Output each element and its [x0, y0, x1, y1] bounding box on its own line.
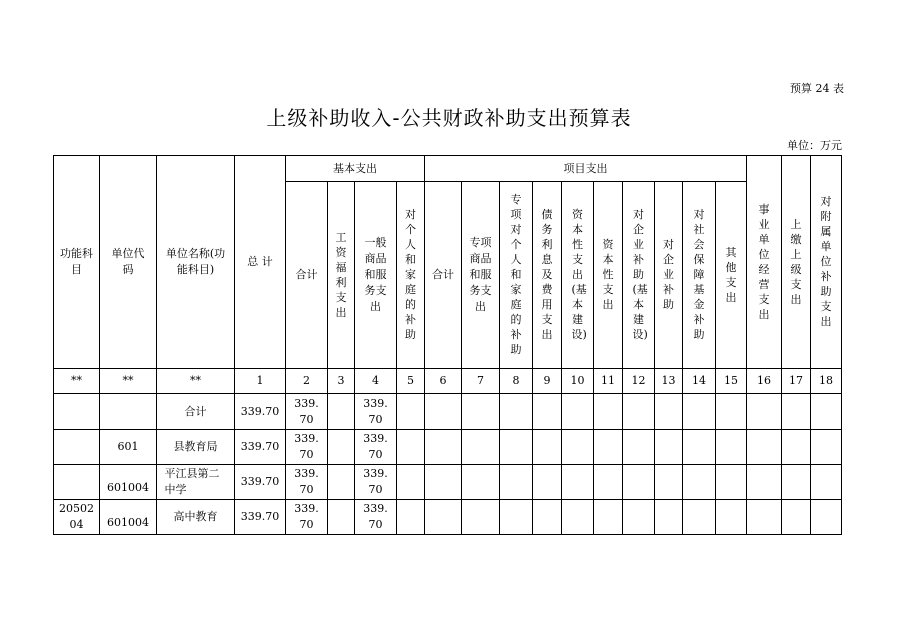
index-cell: 18: [811, 369, 842, 394]
empty-cell: [533, 500, 562, 535]
index-row: [54, 369, 842, 394]
index-cell: **: [100, 369, 157, 394]
code-cell: [100, 394, 157, 430]
table-row: [54, 394, 842, 430]
name-cell: 平江县第二中学: [157, 465, 235, 500]
index-cell: 7: [462, 369, 500, 394]
empty-cell: [655, 394, 683, 430]
header-business: 事业单位经营支出: [747, 156, 782, 369]
header-proj-goods: 专项商品和服务支出: [462, 182, 500, 369]
header-goods: 一般商品和服务支出: [355, 182, 397, 369]
index-cell: 15: [716, 369, 747, 394]
empty-cell: [328, 465, 355, 500]
basic-total-cell: 339.70: [286, 430, 328, 465]
index-cell: 14: [683, 369, 716, 394]
empty-cell: [500, 500, 533, 535]
header-unit-name: 单位名称(功能科目): [157, 156, 235, 369]
empty-cell: [562, 500, 594, 535]
table-row: [54, 500, 842, 535]
form-number: 预算 24 表: [790, 82, 844, 95]
func-cell: [54, 465, 100, 500]
index-cell: 13: [655, 369, 683, 394]
func-cell: 2050204: [54, 500, 100, 535]
empty-cell: [623, 430, 655, 465]
header-unit-code: 单位代码: [100, 156, 157, 369]
header-row-1: [54, 156, 842, 182]
goods-cell: 339.70: [355, 500, 397, 535]
empty-cell: [683, 465, 716, 500]
empty-cell: [683, 394, 716, 430]
name-cell: 合计: [157, 394, 235, 430]
header-proj-personal: 专项对个人和家庭的补助: [500, 182, 533, 369]
index-cell: 5: [397, 369, 425, 394]
empty-cell: [811, 430, 842, 465]
empty-cell: [594, 500, 623, 535]
index-cell: 9: [533, 369, 562, 394]
empty-cell: [623, 465, 655, 500]
header-basic-total: 合计: [286, 182, 328, 369]
index-cell: 1: [235, 369, 286, 394]
empty-cell: [462, 430, 500, 465]
empty-cell: [716, 500, 747, 535]
empty-cell: [811, 500, 842, 535]
index-cell: 10: [562, 369, 594, 394]
empty-cell: [533, 465, 562, 500]
empty-cell: [747, 430, 782, 465]
func-cell: [54, 430, 100, 465]
empty-cell: [655, 500, 683, 535]
name-cell: 县教育局: [157, 430, 235, 465]
total-cell: 339.70: [235, 500, 286, 535]
index-cell: 11: [594, 369, 623, 394]
header-personal: 对个人和家庭的补助: [397, 182, 425, 369]
index-cell: 2: [286, 369, 328, 394]
header-debt: 债务利息及费用支出: [533, 182, 562, 369]
index-cell: **: [157, 369, 235, 394]
header-capital-build: 资本性支出(基本建设): [562, 182, 594, 369]
empty-cell: [500, 394, 533, 430]
index-cell: 4: [355, 369, 397, 394]
empty-cell: [533, 394, 562, 430]
empty-cell: [328, 500, 355, 535]
header-upper: 上缴上级支出: [782, 156, 811, 369]
empty-cell: [623, 500, 655, 535]
empty-cell: [328, 394, 355, 430]
empty-cell: [782, 430, 811, 465]
empty-cell: [462, 500, 500, 535]
header-project-group: 项目支出: [425, 156, 747, 182]
empty-cell: [655, 465, 683, 500]
empty-cell: [425, 465, 462, 500]
basic-total-cell: 339.70: [286, 394, 328, 430]
header-enterprise: 对企业补助: [655, 182, 683, 369]
empty-cell: [462, 465, 500, 500]
name-cell: 高中教育: [157, 500, 235, 535]
empty-cell: [782, 465, 811, 500]
empty-cell: [683, 500, 716, 535]
header-social: 对社会保障基金补助: [683, 182, 716, 369]
header-enterprise-build: 对企业补助(基本建设): [623, 182, 655, 369]
index-cell: 12: [623, 369, 655, 394]
empty-cell: [562, 394, 594, 430]
header-total: 总 计: [235, 156, 286, 369]
header-wages: 工资福利支出: [328, 182, 355, 369]
empty-cell: [500, 465, 533, 500]
empty-cell: [683, 430, 716, 465]
empty-cell: [500, 430, 533, 465]
table-row: [54, 430, 842, 465]
empty-cell: [562, 465, 594, 500]
table-row: [54, 465, 842, 500]
page-title: 上级补助收入-公共财政补助支出预算表: [266, 106, 632, 130]
empty-cell: [397, 394, 425, 430]
index-cell: 3: [328, 369, 355, 394]
empty-cell: [782, 394, 811, 430]
basic-total-cell: 339.70: [286, 465, 328, 500]
empty-cell: [655, 430, 683, 465]
empty-cell: [594, 430, 623, 465]
unit-label: 单位：万元: [787, 139, 842, 152]
basic-total-cell: 339.70: [286, 500, 328, 535]
code-cell: 601: [100, 430, 157, 465]
empty-cell: [425, 500, 462, 535]
empty-cell: [425, 430, 462, 465]
goods-cell: 339.70: [355, 430, 397, 465]
header-basic-group: 基本支出: [286, 156, 425, 182]
empty-cell: [397, 430, 425, 465]
empty-cell: [747, 394, 782, 430]
code-cell: 601004: [100, 465, 157, 500]
goods-cell: 339.70: [355, 465, 397, 500]
empty-cell: [425, 394, 462, 430]
index-cell: 6: [425, 369, 462, 394]
index-cell: 16: [747, 369, 782, 394]
total-cell: 339.70: [235, 394, 286, 430]
budget-table: [53, 155, 842, 535]
empty-cell: [747, 465, 782, 500]
header-other: 其他支出: [716, 182, 747, 369]
empty-cell: [716, 465, 747, 500]
empty-cell: [716, 394, 747, 430]
code-cell: 601004: [100, 500, 157, 535]
index-cell: **: [54, 369, 100, 394]
empty-cell: [594, 394, 623, 430]
empty-cell: [462, 394, 500, 430]
empty-cell: [533, 430, 562, 465]
header-func-code: 功能科目: [54, 156, 100, 369]
empty-cell: [811, 465, 842, 500]
empty-cell: [562, 430, 594, 465]
total-cell: 339.70: [235, 430, 286, 465]
empty-cell: [811, 394, 842, 430]
total-cell: 339.70: [235, 465, 286, 500]
header-affiliated: 对附属单位补助支出: [811, 156, 842, 369]
empty-cell: [328, 430, 355, 465]
index-cell: 17: [782, 369, 811, 394]
func-cell: [54, 394, 100, 430]
empty-cell: [397, 500, 425, 535]
empty-cell: [716, 430, 747, 465]
header-proj-total: 合计: [425, 182, 462, 369]
empty-cell: [623, 394, 655, 430]
empty-cell: [747, 500, 782, 535]
goods-cell: 339.70: [355, 394, 397, 430]
header-capital: 资本性支出: [594, 182, 623, 369]
index-cell: 8: [500, 369, 533, 394]
empty-cell: [397, 465, 425, 500]
empty-cell: [594, 465, 623, 500]
empty-cell: [782, 500, 811, 535]
